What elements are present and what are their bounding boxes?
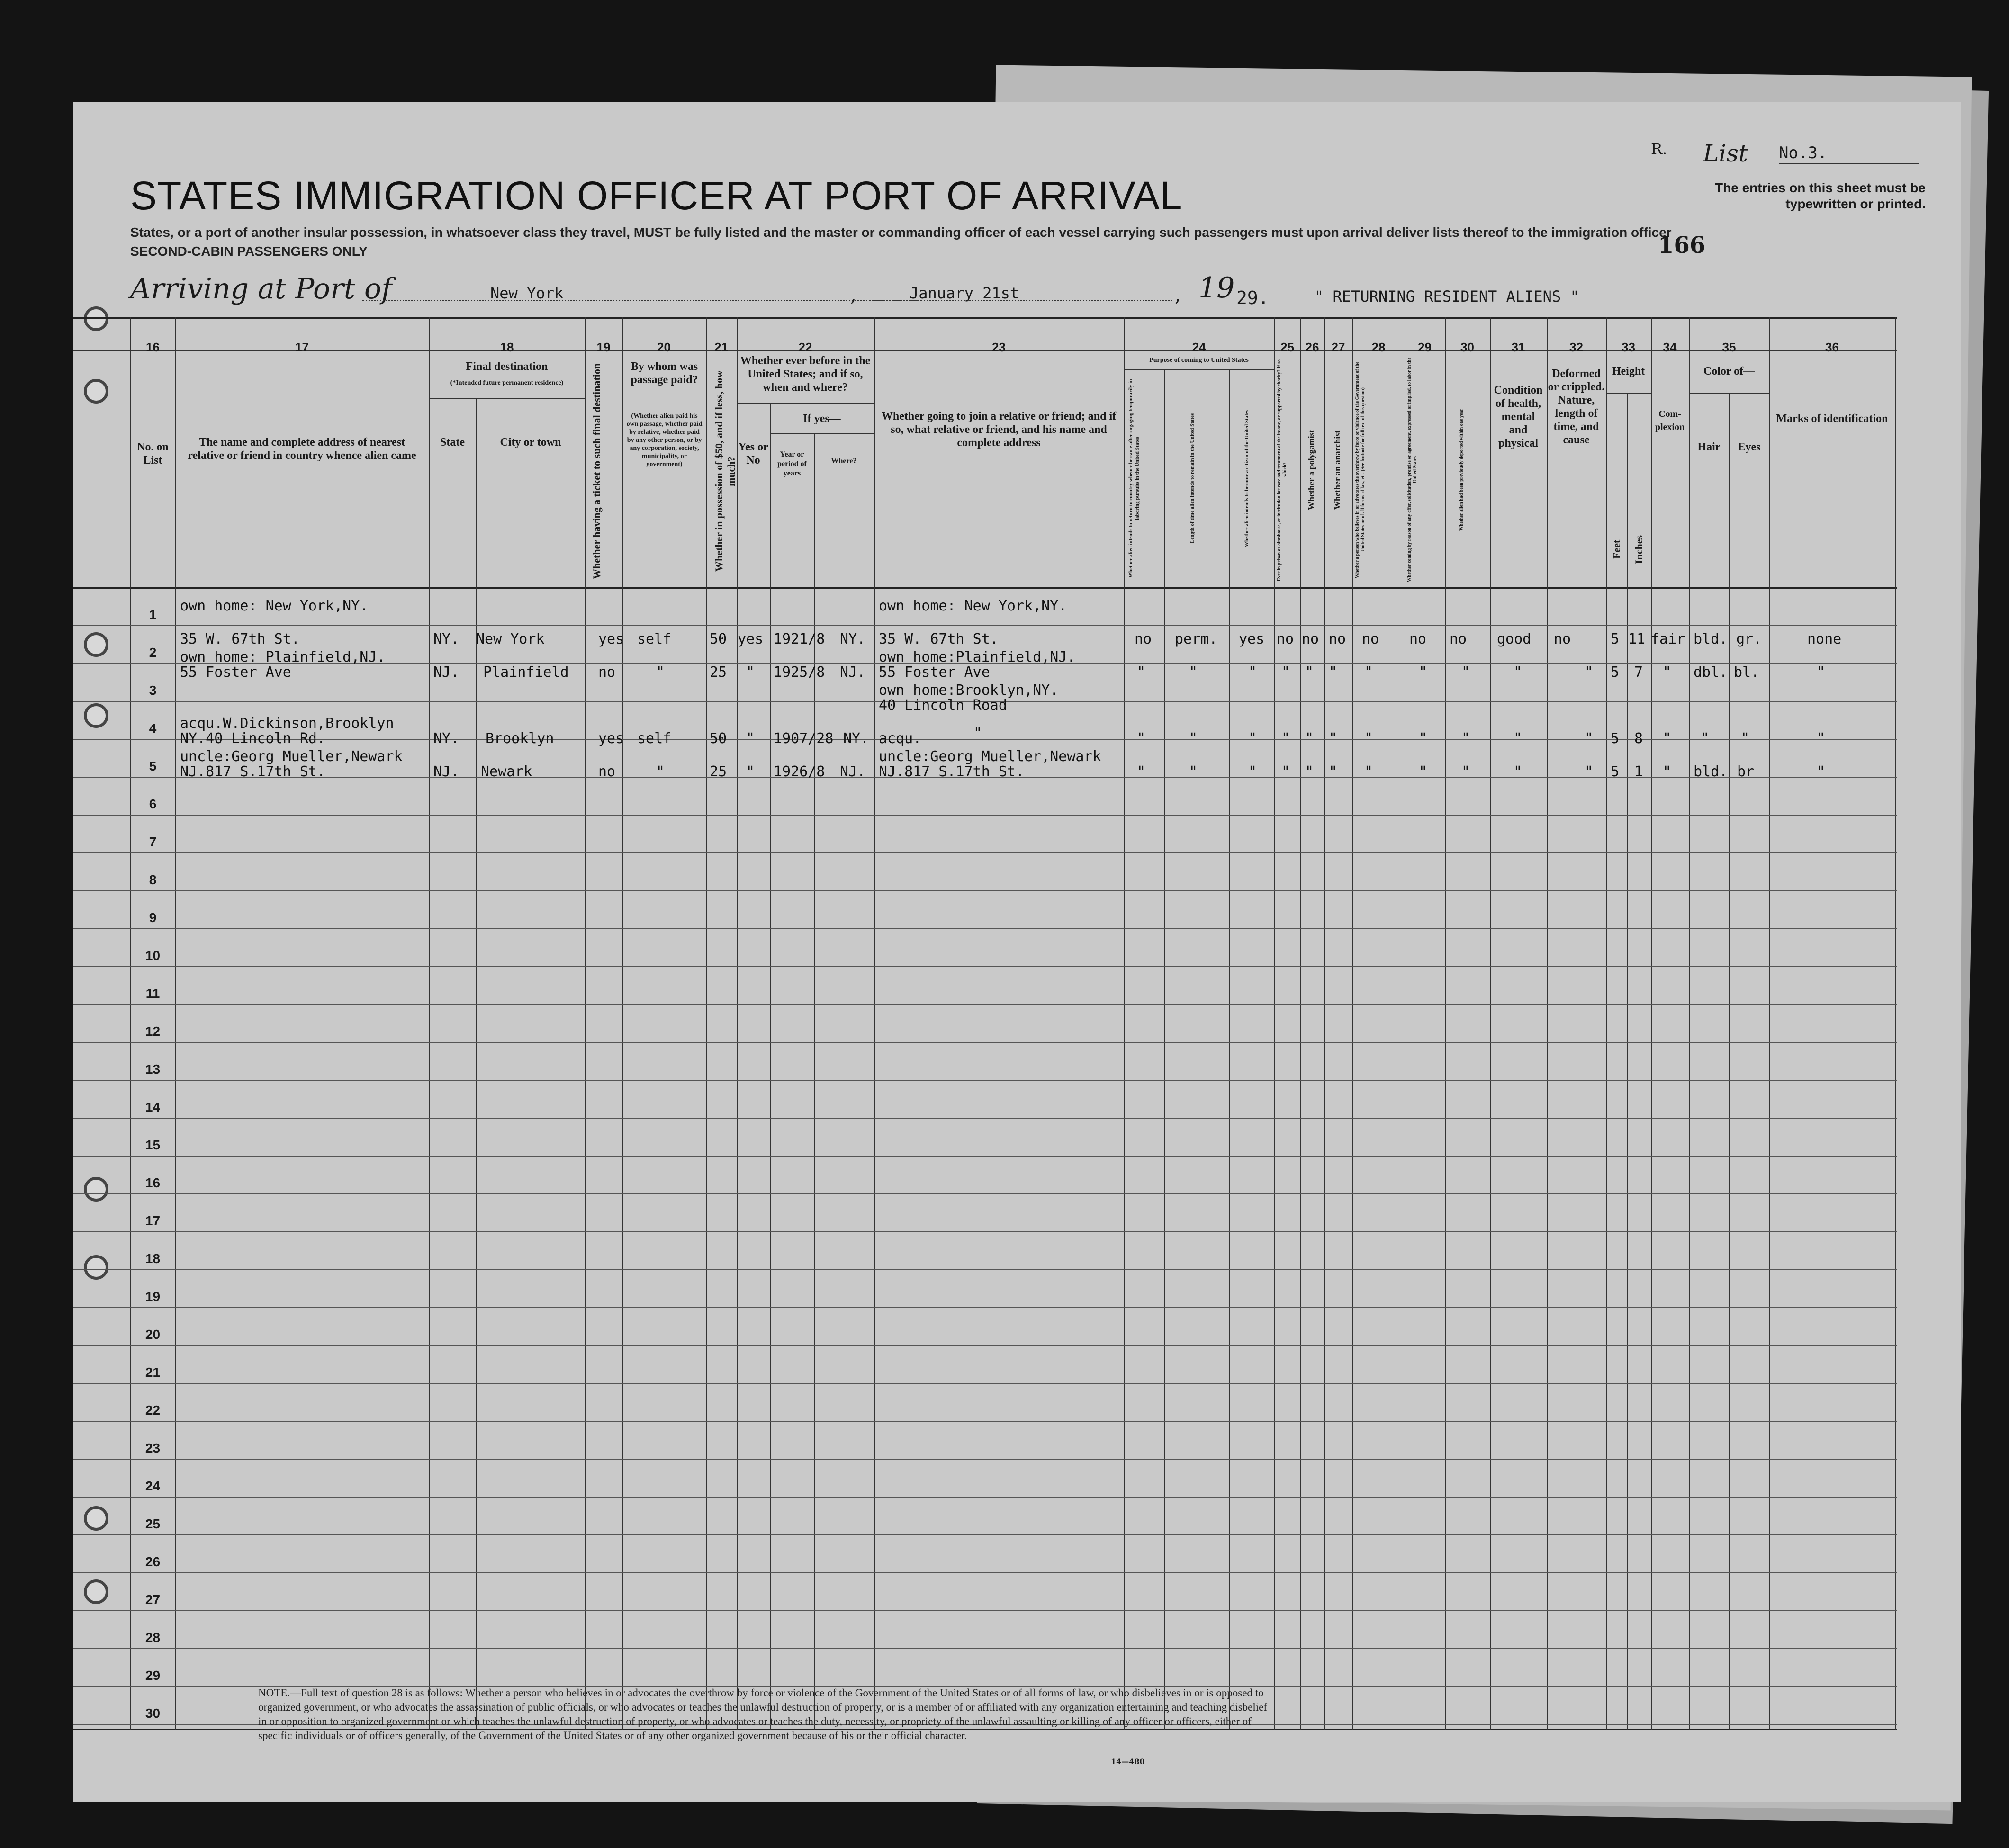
cell-joining: 35 W. 67th St. xyxy=(879,631,999,647)
cell-paid: self xyxy=(637,631,672,647)
cell-years: 1925/8 xyxy=(774,664,825,681)
cell-years: 1921/8 xyxy=(774,631,825,647)
column-number: 30 xyxy=(1460,340,1474,354)
cell-deformed: no xyxy=(1554,631,1571,647)
table-top-rule xyxy=(73,317,1897,319)
column-number: 24 xyxy=(1192,340,1206,354)
row-number: 30 xyxy=(145,1706,161,1721)
cell-relative: uncle:Georg Mueller,Newark xyxy=(180,748,403,765)
row-number: 22 xyxy=(145,1403,161,1417)
row-number: 20 xyxy=(145,1327,161,1342)
cell-state: NY. xyxy=(433,730,459,747)
column-rule xyxy=(585,317,586,1730)
column-rule xyxy=(1895,317,1896,1730)
cell-joining: 40 Lincoln Road xyxy=(879,697,1007,714)
header-subrule xyxy=(737,403,874,404)
passenger-class-line: SECOND-CABIN PASSENGERS ONLY xyxy=(130,244,368,259)
row-number: 23 xyxy=(145,1441,161,1455)
cell-c27: no xyxy=(1329,631,1346,647)
row-rule xyxy=(73,1042,1897,1043)
row-rule xyxy=(73,966,1897,967)
row-rule xyxy=(73,1269,1897,1270)
header-complexion: Com-plexion xyxy=(1655,409,1685,432)
cell-before: " xyxy=(746,730,755,747)
cell-relative: NY.40 Lincoln Rd. xyxy=(180,730,326,747)
header-feet: Feet xyxy=(1611,539,1622,559)
list-number-underline xyxy=(1779,163,1919,164)
row-number: 8 xyxy=(149,872,157,887)
header-subrule xyxy=(770,433,874,434)
row-number: 15 xyxy=(145,1138,161,1152)
row-number: 19 xyxy=(145,1289,161,1304)
row-rule xyxy=(73,815,1897,816)
header-bottom-rule xyxy=(73,587,1897,589)
cell-inches: 1 xyxy=(1634,763,1643,780)
cell-c30: " xyxy=(1461,763,1470,780)
port-value: New York xyxy=(490,284,564,302)
column-rule xyxy=(1689,317,1690,1730)
form-number: 14—480 xyxy=(1111,1757,1145,1766)
cell-eyes: br xyxy=(1737,763,1755,780)
cell-joining: own home:Brooklyn,NY. xyxy=(879,682,1059,699)
cell-p2: " xyxy=(1189,763,1198,780)
cell-feet: 5 xyxy=(1611,763,1620,780)
column-rule xyxy=(1547,317,1548,1730)
row-number: 26 xyxy=(145,1554,161,1569)
cell-joining: own home:Plainfield,NJ. xyxy=(879,649,1076,665)
cell-deformed: " xyxy=(1585,664,1594,681)
cell-inches: 11 xyxy=(1628,631,1646,647)
cell-p3: " xyxy=(1248,664,1257,681)
cell-c28: " xyxy=(1364,730,1373,747)
row-rule xyxy=(73,1118,1897,1119)
cell-state: NY. xyxy=(433,631,459,647)
cell-p3: " xyxy=(1248,730,1257,747)
column-rule xyxy=(1627,393,1628,1730)
cell-where: NY. xyxy=(840,631,866,647)
header-ticket: Whether having a ticket to such final destination xyxy=(591,363,603,580)
cell-joining: uncle:Georg Mueller,Newark xyxy=(879,748,1101,765)
row-number: 18 xyxy=(145,1251,161,1266)
cell-city: Plainfield xyxy=(483,664,569,681)
year-prefix: 19 xyxy=(1198,271,1235,305)
column-number: 18 xyxy=(500,340,514,354)
cell-p3: " xyxy=(1248,763,1257,780)
header-eyes: Eyes xyxy=(1738,441,1761,453)
header-deformed: Deformed or crippled. Nature, length of time, and cause xyxy=(1548,368,1605,446)
header-purpose-citizen: Whether alien intends to become a citizen of the United States xyxy=(1244,409,1250,547)
row-rule xyxy=(73,1193,1897,1194)
cell-before: " xyxy=(746,664,755,681)
cell-joining: NJ.817 S.17th St. xyxy=(879,763,1025,780)
column-rule xyxy=(706,317,707,1730)
header-purpose-length: Length of time alien intends to remain in the United States xyxy=(1189,413,1195,544)
cell-p1: " xyxy=(1137,763,1146,780)
row-number: 11 xyxy=(145,986,160,1001)
row-rule xyxy=(73,928,1897,929)
column-number: 19 xyxy=(596,340,611,354)
header-nearest-relative: The name and complete address of nearest relative or friend in country whence alien came xyxy=(188,436,416,462)
header-condition: Condition of health, mental and physical xyxy=(1494,384,1543,449)
header-passage-paid: By whom was passage paid? xyxy=(631,360,698,386)
column-rule xyxy=(1324,317,1325,1730)
header-subrule xyxy=(1606,393,1651,394)
cell-city: New York xyxy=(476,631,545,647)
column-number: 31 xyxy=(1511,340,1525,354)
cell-inches: 7 xyxy=(1634,664,1643,681)
cell-marks: " xyxy=(1817,730,1826,747)
column-rule xyxy=(1124,317,1125,1730)
row-rule xyxy=(73,1004,1897,1005)
column-number: 34 xyxy=(1663,340,1677,354)
cell-health: " xyxy=(1514,664,1523,681)
cell-complexion: " xyxy=(1663,730,1672,747)
page-number: 166 xyxy=(1658,232,1706,259)
list-number: No.3. xyxy=(1779,144,1828,162)
cell-c25: " xyxy=(1281,730,1290,747)
typewritten-notice: The entries on this sheet must be typewritten or printed. xyxy=(1715,180,1926,211)
column-number: 32 xyxy=(1569,340,1583,354)
row-rule xyxy=(73,1307,1897,1308)
row-rule xyxy=(73,1572,1897,1573)
header-no-on-list: No. on List xyxy=(137,441,169,466)
header-polygamist: Whether a polygamist xyxy=(1306,430,1316,510)
column-number: 29 xyxy=(1418,340,1432,354)
cell-hair: " xyxy=(1701,730,1710,747)
cell-marks: " xyxy=(1817,763,1826,780)
cell-complexion: " xyxy=(1663,763,1672,780)
cell-where: NY. xyxy=(843,730,869,747)
header-prison: Ever in prison or almshouse, or institution for care and treatment of the insane, or supported by charity? If so, which? xyxy=(1277,358,1288,582)
cell-years: 1926/8 xyxy=(774,763,825,780)
column-rule xyxy=(1274,317,1275,1730)
header-final-destination-sub: (*Intended future permanent residence) xyxy=(450,379,564,386)
cell-hair: bld. xyxy=(1694,631,1728,647)
cell-p3: yes xyxy=(1239,631,1265,647)
row-rule xyxy=(73,625,1897,626)
header-passage-paid-sub: (Whether alien paid his own passage, whether paid by relative, whether paid by any other person, or by any corporation, society, municipality, or government) xyxy=(626,413,703,468)
column-number: 35 xyxy=(1722,340,1736,354)
cell-eyes: bl. xyxy=(1734,664,1760,681)
cell-c29: " xyxy=(1419,664,1428,681)
comma: , xyxy=(850,284,856,306)
header-color-of: Color of— xyxy=(1703,365,1755,377)
header-joining: Whether going to join a relative or friend; and if so, what relative or friend, and his name and complete address xyxy=(881,410,1117,449)
comma: , xyxy=(1175,284,1181,306)
cell-c30: no xyxy=(1450,631,1467,647)
row-rule xyxy=(73,1497,1897,1498)
cell-joining: " xyxy=(973,725,982,741)
row-number: 24 xyxy=(145,1479,161,1493)
header-deported: Whether alien had been previously deported within one year xyxy=(1459,409,1464,531)
column-rule xyxy=(429,317,430,1730)
cell-money: 25 xyxy=(710,763,727,780)
cell-money: 50 xyxy=(710,730,727,747)
cell-c25: " xyxy=(1281,763,1290,780)
row-number: 16 xyxy=(145,1175,161,1190)
header-anarchist: Whether an anarchist xyxy=(1333,430,1342,510)
cell-joining: own home: New York,NY. xyxy=(879,598,1067,614)
cell-deformed: " xyxy=(1585,763,1594,780)
header-where: Where? xyxy=(831,457,857,465)
port-dotted-line xyxy=(362,300,921,301)
row-rule xyxy=(73,1383,1897,1384)
instructions-line: States, or a port of another insular possession, in whatsoever class they travel, MUST be fully listed and the master or commanding officer of each vessel carrying such passengers must upon arrival deliver lists thereof to the immigration officer xyxy=(130,225,1672,240)
cell-c26: " xyxy=(1305,763,1314,780)
row-number: 27 xyxy=(145,1592,161,1607)
column-rule xyxy=(1606,317,1607,1730)
cell-p1: no xyxy=(1135,631,1152,647)
cell-health: good xyxy=(1497,631,1532,647)
arriving-label: Arriving at Port of xyxy=(130,272,392,305)
header-inches: Inches xyxy=(1633,535,1645,564)
cell-hair: bld. xyxy=(1694,763,1728,780)
cell-before: " xyxy=(746,763,755,780)
header-subrule xyxy=(1124,369,1274,370)
cell-before: yes xyxy=(738,631,764,647)
date-value: January 21st xyxy=(910,284,1019,302)
column-rule xyxy=(1445,317,1446,1730)
column-number: 21 xyxy=(714,340,728,354)
column-number: 25 xyxy=(1280,340,1294,354)
row-rule xyxy=(73,1534,1897,1535)
header-state: State xyxy=(440,436,465,449)
row-number: 3 xyxy=(149,683,157,698)
row-number: 13 xyxy=(145,1062,161,1077)
column-rule xyxy=(1229,369,1230,1730)
header-contract-labor: Whether coming by reason of any offer, solicitation, promise or agreement, expressed or implied, to labor in the United States xyxy=(1407,358,1418,582)
row-number: 10 xyxy=(145,948,161,963)
cell-feet: 5 xyxy=(1611,730,1620,747)
cell-city: Newark xyxy=(481,763,532,780)
column-rule xyxy=(874,317,875,1730)
cell-p2: perm. xyxy=(1175,631,1218,647)
cell-joining: 55 Foster Ave xyxy=(879,664,990,681)
column-number: 17 xyxy=(295,340,309,354)
header-purpose: Purpose of coming to United States xyxy=(1149,357,1249,364)
column-number: 36 xyxy=(1825,340,1839,354)
row-number: 4 xyxy=(149,721,157,736)
header-if-yes: If yes— xyxy=(803,413,841,425)
cell-ticket: no xyxy=(598,763,616,780)
column-rule xyxy=(476,398,477,1730)
row-number: 21 xyxy=(145,1365,161,1380)
row-rule xyxy=(73,1459,1897,1460)
column-rule xyxy=(1300,317,1301,1730)
row-number: 9 xyxy=(149,910,157,925)
cell-paid: self xyxy=(637,730,672,747)
header-ever-before: Whether ever before in the United States; and if so, when and where? xyxy=(740,355,871,394)
column-rule xyxy=(1729,393,1730,1730)
cell-where: NJ. xyxy=(840,664,866,681)
cell-relative: acqu.W.Dickinson,Brooklyn xyxy=(180,715,394,732)
r-label: R. xyxy=(1651,140,1667,158)
cell-c27: " xyxy=(1329,730,1338,747)
cell-paid: " xyxy=(656,763,665,780)
row-number: 29 xyxy=(145,1668,161,1683)
header-height: Height xyxy=(1612,365,1645,377)
cell-relative: 35 W. 67th St. xyxy=(180,631,300,647)
cell-c27: " xyxy=(1329,664,1338,681)
page-title: STATES IMMIGRATION OFFICER AT PORT OF ARRIVAL xyxy=(130,173,1183,218)
cell-p1: " xyxy=(1137,664,1146,681)
list-label: List xyxy=(1703,140,1748,167)
cell-c29: " xyxy=(1419,763,1428,780)
cell-p2: " xyxy=(1189,664,1198,681)
footnote: NOTE.—Full text of question 28 is as follows: Whether a person who believes in or advocates the overthrow by force or violence of the Government of the United States or of all forms of law, or who disbelieves in or is opposed to organized government, or who advocates the assassination of public officials, or who advocates or teaches the unlawful destruction of property, or is a member of or affiliated with any organization entertaining and teaching disbelief in or opposition to organized government or which teaches the unlawful destruction of property, or who advocates or teaches the duty, necessity, or propriety of the unlawful assaulting or killing of any officer or officers, either of specific individuals or of officers generally, of the Government of the United States or of any other organized government because of his or their official character. xyxy=(258,1687,1268,1741)
row-number: 28 xyxy=(145,1630,161,1645)
cell-marks: none xyxy=(1807,631,1842,647)
row-rule xyxy=(73,739,1897,740)
row-rule xyxy=(73,1156,1897,1157)
cell-feet: 5 xyxy=(1611,664,1620,681)
column-rule xyxy=(175,317,176,1730)
cell-hair: dbl. xyxy=(1694,664,1728,681)
cell-c28: " xyxy=(1364,664,1373,681)
cell-c26: " xyxy=(1305,730,1314,747)
column-number: 16 xyxy=(146,340,160,354)
cell-p2: " xyxy=(1189,730,1198,747)
header-final-destination: Final destination xyxy=(466,360,548,373)
category-label: " RETURNING RESIDENT ALIENS " xyxy=(1315,287,1579,305)
cell-ticket: yes xyxy=(598,631,624,647)
cell-deformed: " xyxy=(1585,730,1594,747)
row-rule xyxy=(73,1421,1897,1422)
cell-joining: acqu. xyxy=(879,730,922,747)
column-rule xyxy=(1490,317,1491,1730)
cell-relative: 55 Foster Ave xyxy=(180,664,291,681)
cell-c26: no xyxy=(1302,631,1319,647)
column-rule xyxy=(1769,317,1770,1730)
header-city: City or town xyxy=(500,436,561,449)
row-number: 1 xyxy=(149,607,157,622)
cell-ticket: no xyxy=(598,664,616,681)
cell-health: " xyxy=(1514,730,1523,747)
cell-c28: no xyxy=(1362,631,1379,647)
cell-years: 1907/28 xyxy=(774,730,834,747)
header-subrule xyxy=(1689,393,1769,394)
cell-where: NJ. xyxy=(840,763,866,780)
column-number: 26 xyxy=(1305,340,1319,354)
cell-p1: " xyxy=(1137,730,1146,747)
header-hair: Hair xyxy=(1697,441,1721,453)
header-possession: Whether in possession of $50, and if less, how much? xyxy=(713,370,737,572)
header-subrule xyxy=(429,398,585,399)
cell-money: 50 xyxy=(710,631,727,647)
column-rule xyxy=(770,403,771,1730)
column-number: 23 xyxy=(992,340,1006,354)
row-rule xyxy=(73,1648,1897,1649)
row-rule xyxy=(73,1610,1897,1611)
cell-state: NJ. xyxy=(433,763,459,780)
row-rule xyxy=(73,890,1897,891)
cell-relative: NJ.817 S.17th St. xyxy=(180,763,326,780)
cell-c25: " xyxy=(1281,664,1290,681)
row-rule xyxy=(73,852,1897,853)
column-rule xyxy=(1352,317,1353,1730)
cell-complexion: fair xyxy=(1651,631,1685,647)
header-marks: Marks of identification xyxy=(1776,413,1888,425)
header-year-period: Year or period of years xyxy=(777,450,807,477)
column-number: 33 xyxy=(1622,340,1635,354)
column-number: 28 xyxy=(1371,340,1386,354)
row-number: 2 xyxy=(149,645,157,660)
cell-c25: no xyxy=(1277,631,1294,647)
cell-money: 25 xyxy=(710,664,727,681)
row-number: 14 xyxy=(145,1100,161,1114)
cell-complexion: " xyxy=(1663,664,1672,681)
cell-inches: 8 xyxy=(1634,730,1643,747)
header-question-28: Whether a person who believes in or advocates the overthrow by force or violence of the Government of the United States or of all forms of law, etc. (See footnote for full text of this question) xyxy=(1355,361,1366,578)
row-number: 17 xyxy=(145,1213,161,1228)
cell-c27: " xyxy=(1329,763,1338,780)
row-number: 5 xyxy=(149,759,157,773)
column-rule xyxy=(1651,317,1652,1730)
row-rule xyxy=(73,1345,1897,1346)
column-rule xyxy=(622,317,623,1730)
cell-feet: 5 xyxy=(1611,631,1620,647)
cell-c30: " xyxy=(1461,664,1470,681)
header-yes-or-no: Yes or No xyxy=(738,441,768,466)
cell-c30: " xyxy=(1461,730,1470,747)
cell-c29: " xyxy=(1419,730,1428,747)
cell-c26: " xyxy=(1305,664,1314,681)
cell-paid: " xyxy=(656,664,665,681)
year-suffix: 29. xyxy=(1236,287,1269,308)
header-purpose-return: Whether alien intends to return to country whence he came after engaging temporarily in laboring pursuits in the United States xyxy=(1128,379,1140,578)
column-number: 20 xyxy=(657,340,671,354)
cell-state: NJ. xyxy=(433,664,459,681)
cell-city: Brooklyn xyxy=(486,730,554,747)
row-number: 7 xyxy=(149,834,157,849)
cell-marks: " xyxy=(1817,664,1826,681)
cell-ticket: yes xyxy=(598,730,624,747)
row-number: 12 xyxy=(145,1024,161,1039)
cell-health: " xyxy=(1514,763,1523,780)
manifest-page xyxy=(73,102,1961,1802)
row-number: 25 xyxy=(145,1516,161,1531)
cell-eyes: gr. xyxy=(1736,631,1762,647)
cell-c28: " xyxy=(1364,763,1373,780)
cell-c29: no xyxy=(1409,631,1427,647)
row-rule xyxy=(73,1080,1897,1081)
row-rule xyxy=(73,1231,1897,1232)
column-number: 22 xyxy=(798,340,812,354)
row-number: 6 xyxy=(149,797,157,811)
cell-relative: own home: New York,NY. xyxy=(180,598,369,614)
column-number: 27 xyxy=(1331,340,1345,354)
cell-relative: own home: Plainfield,NJ. xyxy=(180,649,386,665)
column-rule xyxy=(1164,369,1165,1730)
manifest-table xyxy=(73,317,1897,1745)
cell-eyes: " xyxy=(1741,730,1750,747)
